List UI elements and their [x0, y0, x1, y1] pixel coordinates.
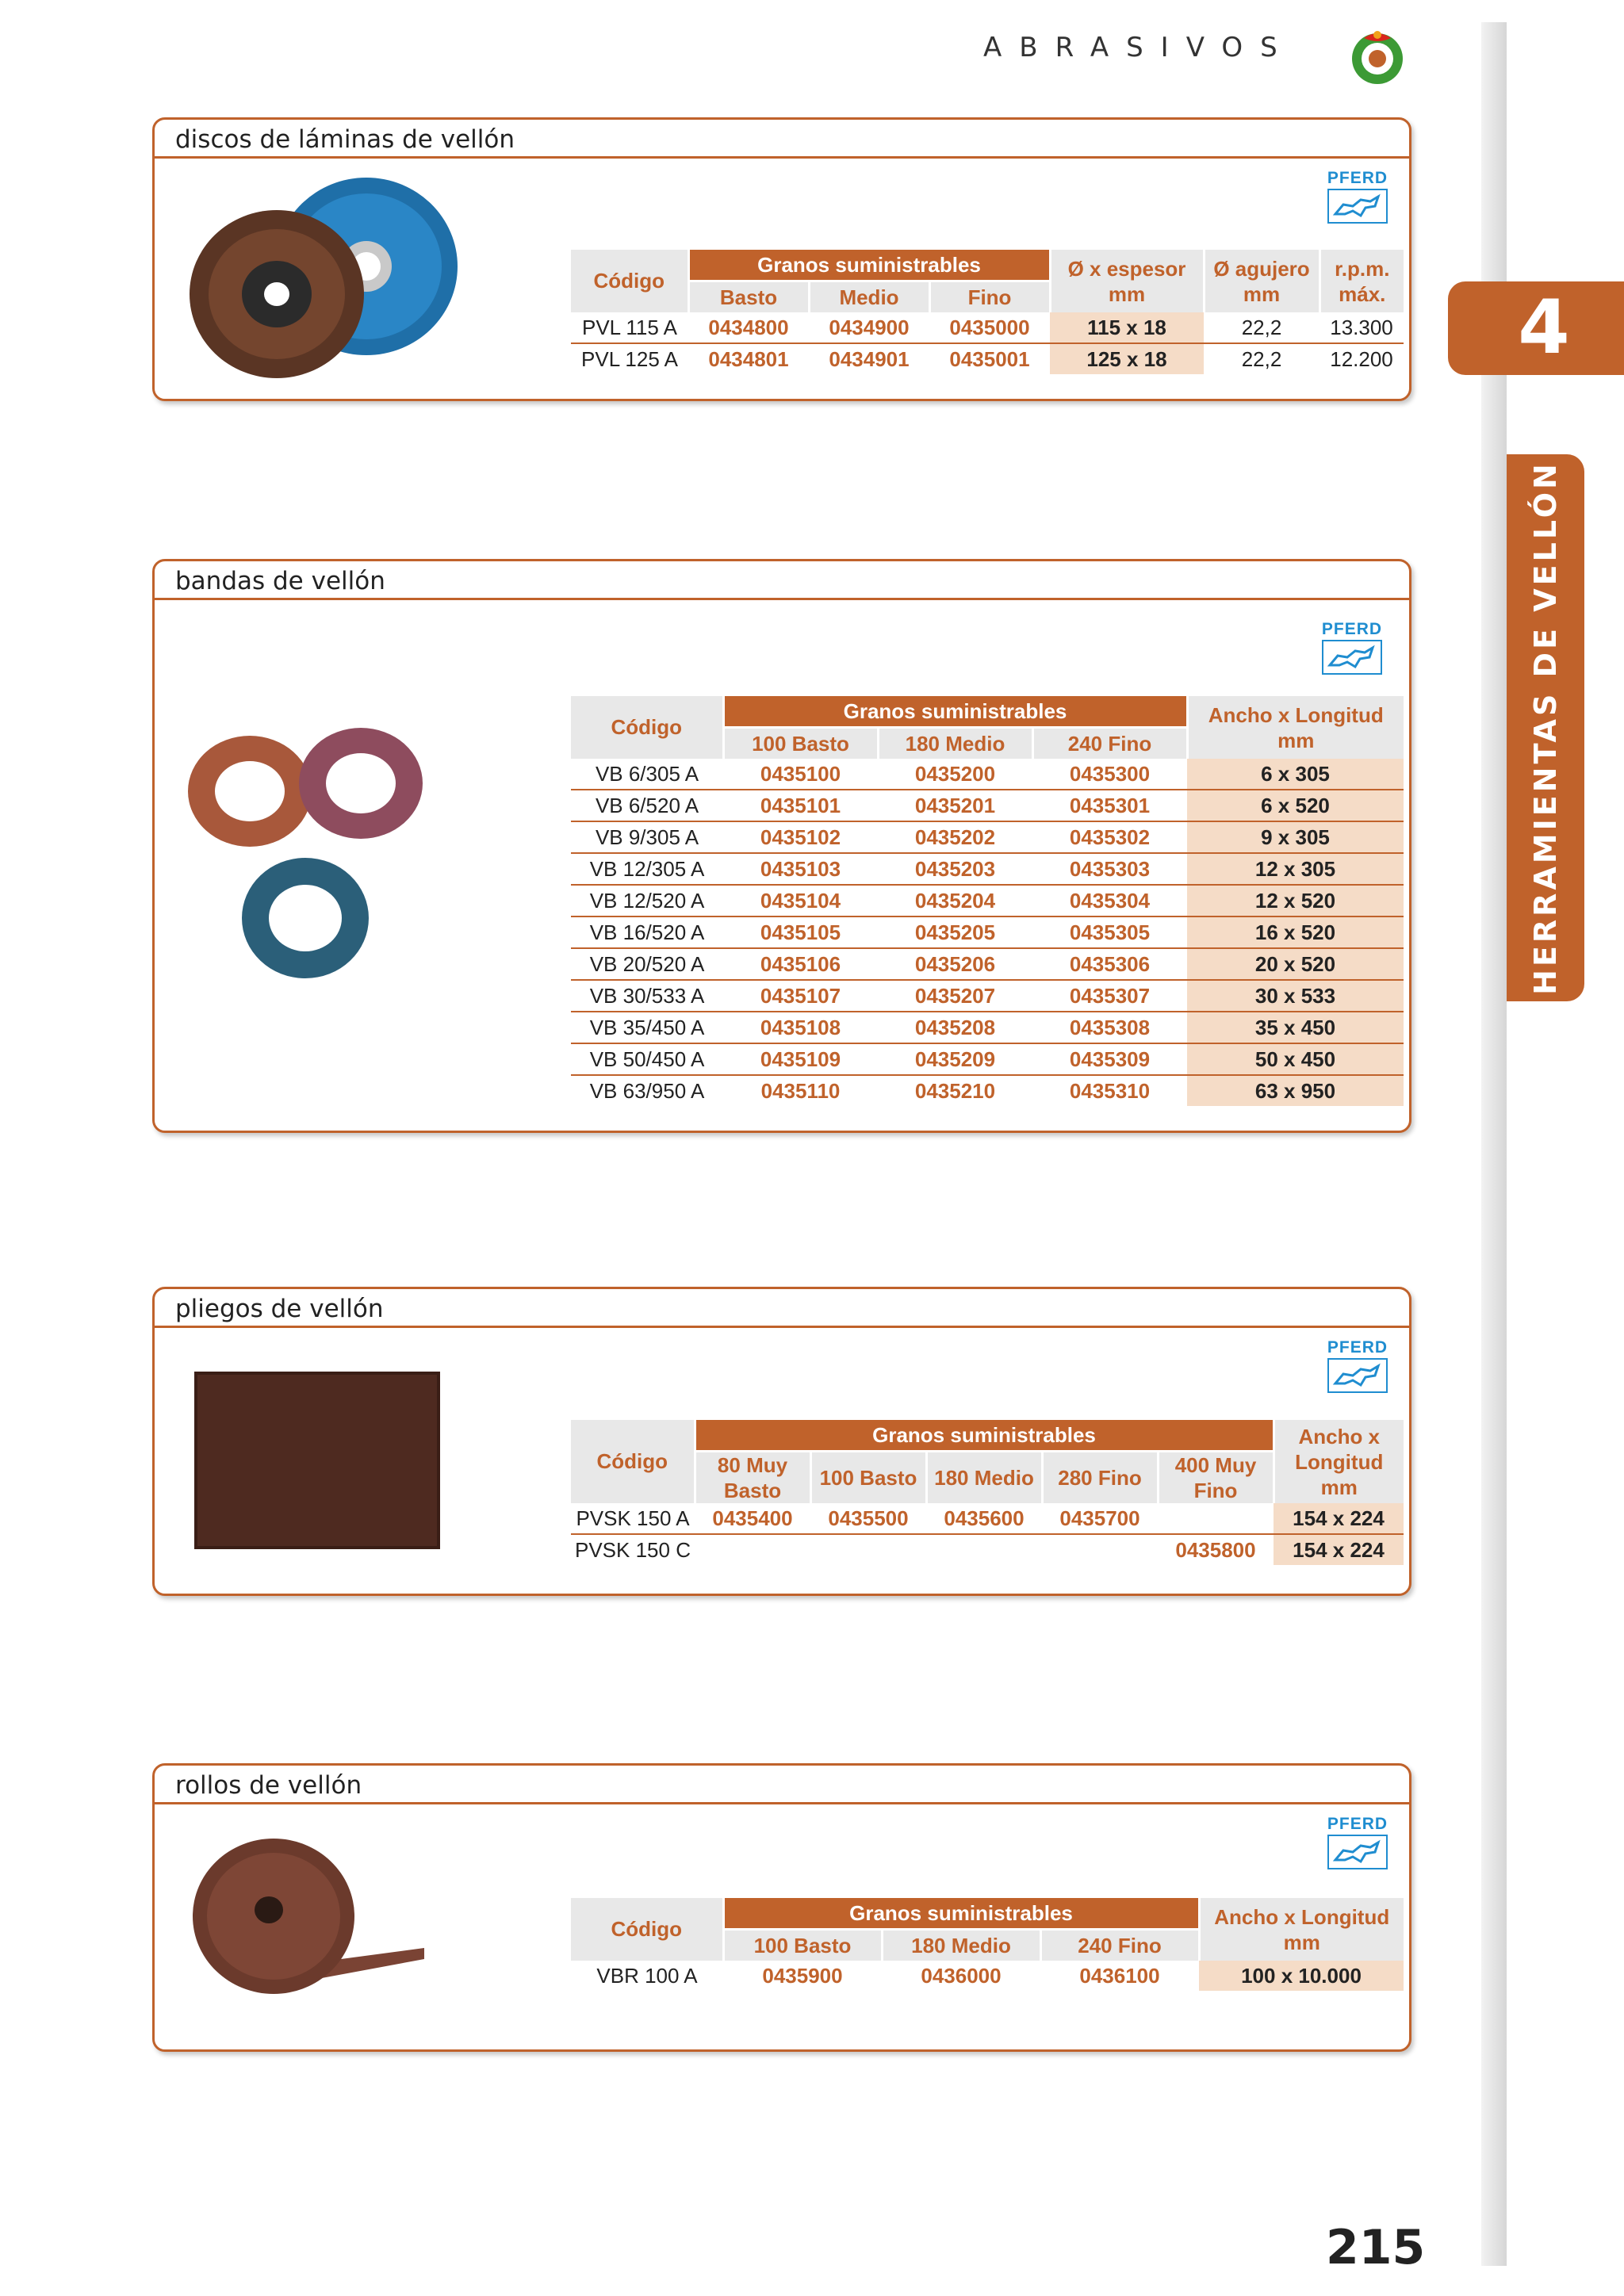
article-number: 0436100 [1079, 1963, 1160, 1988]
article-number: 0435200 [878, 759, 1032, 790]
page-number: 215 [1326, 2220, 1426, 2275]
table-row [571, 980, 1404, 1012]
article-number: 0435310 [1069, 1078, 1151, 1103]
article-number: 0435106 [723, 948, 878, 980]
bandas-table [571, 696, 1404, 1106]
article-number [695, 1534, 810, 1565]
article-number: 0435105 [723, 916, 878, 948]
granos-header: Granos suministrables [723, 696, 1187, 728]
header-title: ABRASIVOS [983, 32, 1295, 63]
section-side-tab [1507, 454, 1584, 1001]
product-code: VB 50/450 A [571, 1043, 723, 1075]
dimension-value: 16 x 520 [1187, 916, 1404, 948]
table-row [571, 885, 1404, 916]
table-row [571, 1534, 1404, 1565]
belts-image [186, 720, 456, 989]
article-number: 0435207 [878, 980, 1032, 1012]
pferd-logo-text: PFERD [1327, 1338, 1388, 1357]
product-code: VB 12/520 A [571, 885, 723, 916]
table-row [571, 1503, 1404, 1534]
grain-header: Fino [929, 281, 1050, 313]
grain-header: 400 Muy Fino [1158, 1452, 1274, 1504]
article-number: 0435209 [878, 1043, 1032, 1075]
pferd-logo-text: PFERD [1327, 169, 1388, 187]
pferd-logo-text: PFERD [1321, 620, 1383, 638]
article-number: 0435104 [723, 885, 878, 916]
table-row [571, 916, 1404, 948]
product-code: VB 6/305 A [571, 759, 723, 790]
article-number: 0435000 [929, 312, 1050, 343]
dimension-value: 35 x 450 [1187, 1012, 1404, 1043]
article-number: 0436000 [921, 1963, 1002, 1988]
grain-header: 240 Fino [1032, 728, 1187, 760]
rpm-value: 12.200 [1330, 346, 1393, 371]
article-number: 0435301 [1032, 790, 1187, 821]
product-code: PVL 125 A [581, 346, 678, 371]
pferd-logo [1320, 621, 1384, 678]
table-row [571, 790, 1404, 821]
article-number [1158, 1503, 1274, 1534]
article-number: 0435306 [1032, 948, 1187, 980]
circular-brand-logo-icon [1348, 27, 1407, 86]
pferd-logo-text: PFERD [1327, 1815, 1388, 1833]
granos-header: Granos suministrables [723, 1898, 1199, 1930]
dimension-value: 9 x 305 [1187, 821, 1404, 853]
product-code: PVSK 150 A [571, 1503, 695, 1534]
dimension-value: 30 x 533 [1187, 980, 1404, 1012]
bore-value: 22,2 [1204, 312, 1320, 343]
flap-disc-image [188, 175, 473, 381]
grain-header: 240 Fino [1040, 1930, 1199, 1961]
product-code: PVSK 150 C [575, 1537, 691, 1562]
dim-header-diameter: Ø x espesor mm [1050, 250, 1204, 312]
article-number: 0435110 [760, 1078, 841, 1103]
table-row [571, 1075, 1404, 1106]
dim-header: Ancho x Longitud mm [1274, 1420, 1404, 1503]
table-row [571, 1043, 1404, 1075]
pferd-horse-icon [1327, 1835, 1388, 1869]
article-number: 0435206 [878, 948, 1032, 980]
roll-image [186, 1829, 440, 2019]
article-number: 0435001 [949, 346, 1030, 371]
article-number: 0435307 [1032, 980, 1187, 1012]
article-number: 0435202 [878, 821, 1032, 853]
dimension-value: 100 x 10.000 [1199, 1961, 1404, 1991]
dimension-value: 20 x 520 [1187, 948, 1404, 980]
article-number: 0435205 [878, 916, 1032, 948]
section-title: pliegos de vellón [155, 1289, 1409, 1328]
codigo-header: Código [571, 1898, 723, 1961]
product-code: VB 63/950 A [589, 1078, 705, 1103]
article-number: 0435101 [723, 790, 878, 821]
table-row [571, 343, 1404, 374]
grain-header: Medio [809, 281, 929, 313]
article-number: 0435210 [914, 1078, 996, 1103]
article-number: 0434901 [829, 346, 910, 371]
article-number: 0435107 [723, 980, 878, 1012]
article-number: 0435103 [723, 853, 878, 885]
article-number: 0434900 [809, 312, 929, 343]
granos-header: Granos suministrables [695, 1420, 1274, 1452]
pferd-horse-icon [1327, 189, 1388, 224]
grain-header: 80 Muy Basto [695, 1452, 810, 1504]
product-code: VB 35/450 A [571, 1012, 723, 1043]
grain-header: 280 Fino [1042, 1452, 1158, 1504]
grain-header: 100 Basto [723, 728, 878, 760]
product-code: VB 20/520 A [571, 948, 723, 980]
pferd-horse-icon [1327, 1358, 1388, 1393]
article-number: 0435600 [926, 1503, 1042, 1534]
product-code: VB 30/533 A [571, 980, 723, 1012]
table-row [571, 312, 1404, 343]
product-code: VB 12/305 A [571, 853, 723, 885]
granos-header: Granos suministrables [688, 250, 1050, 281]
article-number: 0435203 [878, 853, 1032, 885]
pferd-logo [1326, 170, 1389, 227]
article-number: 0434800 [688, 312, 809, 343]
section-discos [152, 117, 1411, 401]
pferd-horse-icon [1322, 640, 1382, 675]
pferd-logo [1326, 1816, 1389, 1873]
table-row [571, 1961, 1404, 1991]
article-number [810, 1534, 926, 1565]
pliegos-table [571, 1420, 1404, 1565]
table-row [571, 759, 1404, 790]
dimension-value: 6 x 305 [1187, 759, 1404, 790]
article-number [926, 1534, 1042, 1565]
section-pliegos [152, 1287, 1411, 1596]
dimension-value: 115 x 18 [1050, 312, 1204, 343]
article-number: 0435700 [1042, 1503, 1158, 1534]
section-side-label: HERRAMIENTAS DE VELLÓN [1528, 461, 1563, 995]
article-number: 0435201 [878, 790, 1032, 821]
dimension-value: 12 x 305 [1187, 853, 1404, 885]
dim-header: Ancho x Longitud mm [1199, 1898, 1404, 1961]
dimension-value: 50 x 450 [1187, 1043, 1404, 1075]
product-code: PVL 115 A [571, 312, 688, 343]
dim-header-rpm: r.p.m. máx. [1320, 250, 1404, 312]
section-rollos [152, 1763, 1411, 2052]
article-number: 0435308 [1032, 1012, 1187, 1043]
section-bandas [152, 559, 1411, 1133]
dimension-value: 154 x 224 [1274, 1503, 1404, 1534]
table-row [571, 853, 1404, 885]
table-row [571, 948, 1404, 980]
chapter-number-tab: 4 [1448, 281, 1624, 375]
grain-header: 100 Basto [810, 1452, 926, 1504]
product-code: VB 9/305 A [571, 821, 723, 853]
article-number: 0435100 [723, 759, 878, 790]
article-number: 0435109 [723, 1043, 878, 1075]
codigo-header: Código [571, 250, 688, 312]
codigo-header: Código [571, 696, 723, 759]
article-number: 0435302 [1032, 821, 1187, 853]
table-row [571, 821, 1404, 853]
article-number: 0435309 [1032, 1043, 1187, 1075]
grain-header: Basto [688, 281, 809, 313]
article-number: 0435305 [1032, 916, 1187, 948]
article-number: 0435300 [1032, 759, 1187, 790]
dimension-value: 154 x 224 [1274, 1534, 1404, 1565]
article-number: 0434801 [708, 346, 789, 371]
article-number [1042, 1534, 1158, 1565]
article-number: 0435303 [1032, 853, 1187, 885]
pferd-logo [1326, 1339, 1389, 1396]
section-title: discos de láminas de vellón [155, 120, 1409, 159]
product-code: VB 6/520 A [571, 790, 723, 821]
grain-header: 180 Medio [878, 728, 1032, 760]
article-number: 0435800 [1175, 1537, 1256, 1562]
codigo-header: Código [571, 1420, 695, 1503]
bore-value: 22,2 [1241, 346, 1282, 371]
discos-table [571, 250, 1404, 374]
article-number: 0435108 [723, 1012, 878, 1043]
section-title: bandas de vellón [155, 561, 1409, 600]
product-code: VBR 100 A [596, 1963, 698, 1988]
article-number: 0435304 [1032, 885, 1187, 916]
grain-header: 100 Basto [723, 1930, 882, 1961]
dimension-value: 6 x 520 [1187, 790, 1404, 821]
product-code: VB 16/520 A [571, 916, 723, 948]
sheet-pad-image [193, 1368, 446, 1559]
dimension-value: 63 x 950 [1187, 1075, 1404, 1106]
article-number: 0435102 [723, 821, 878, 853]
dim-header: Ancho x Longitud mm [1187, 696, 1404, 759]
dimension-value: 12 x 520 [1187, 885, 1404, 916]
rollos-table [571, 1898, 1404, 1991]
table-row [571, 1012, 1404, 1043]
grain-header: 180 Medio [926, 1452, 1042, 1504]
article-number: 0435208 [878, 1012, 1032, 1043]
article-number: 0435204 [878, 885, 1032, 916]
section-title: rollos de vellón [155, 1766, 1409, 1804]
article-number: 0435400 [695, 1503, 810, 1534]
dim-header-bore: Ø agujero mm [1204, 250, 1320, 312]
dimension-value: 125 x 18 [1050, 343, 1204, 374]
article-number: 0435900 [762, 1963, 843, 1988]
grain-header: 180 Medio [882, 1930, 1040, 1961]
rpm-value: 13.300 [1320, 312, 1404, 343]
article-number: 0435500 [810, 1503, 926, 1534]
